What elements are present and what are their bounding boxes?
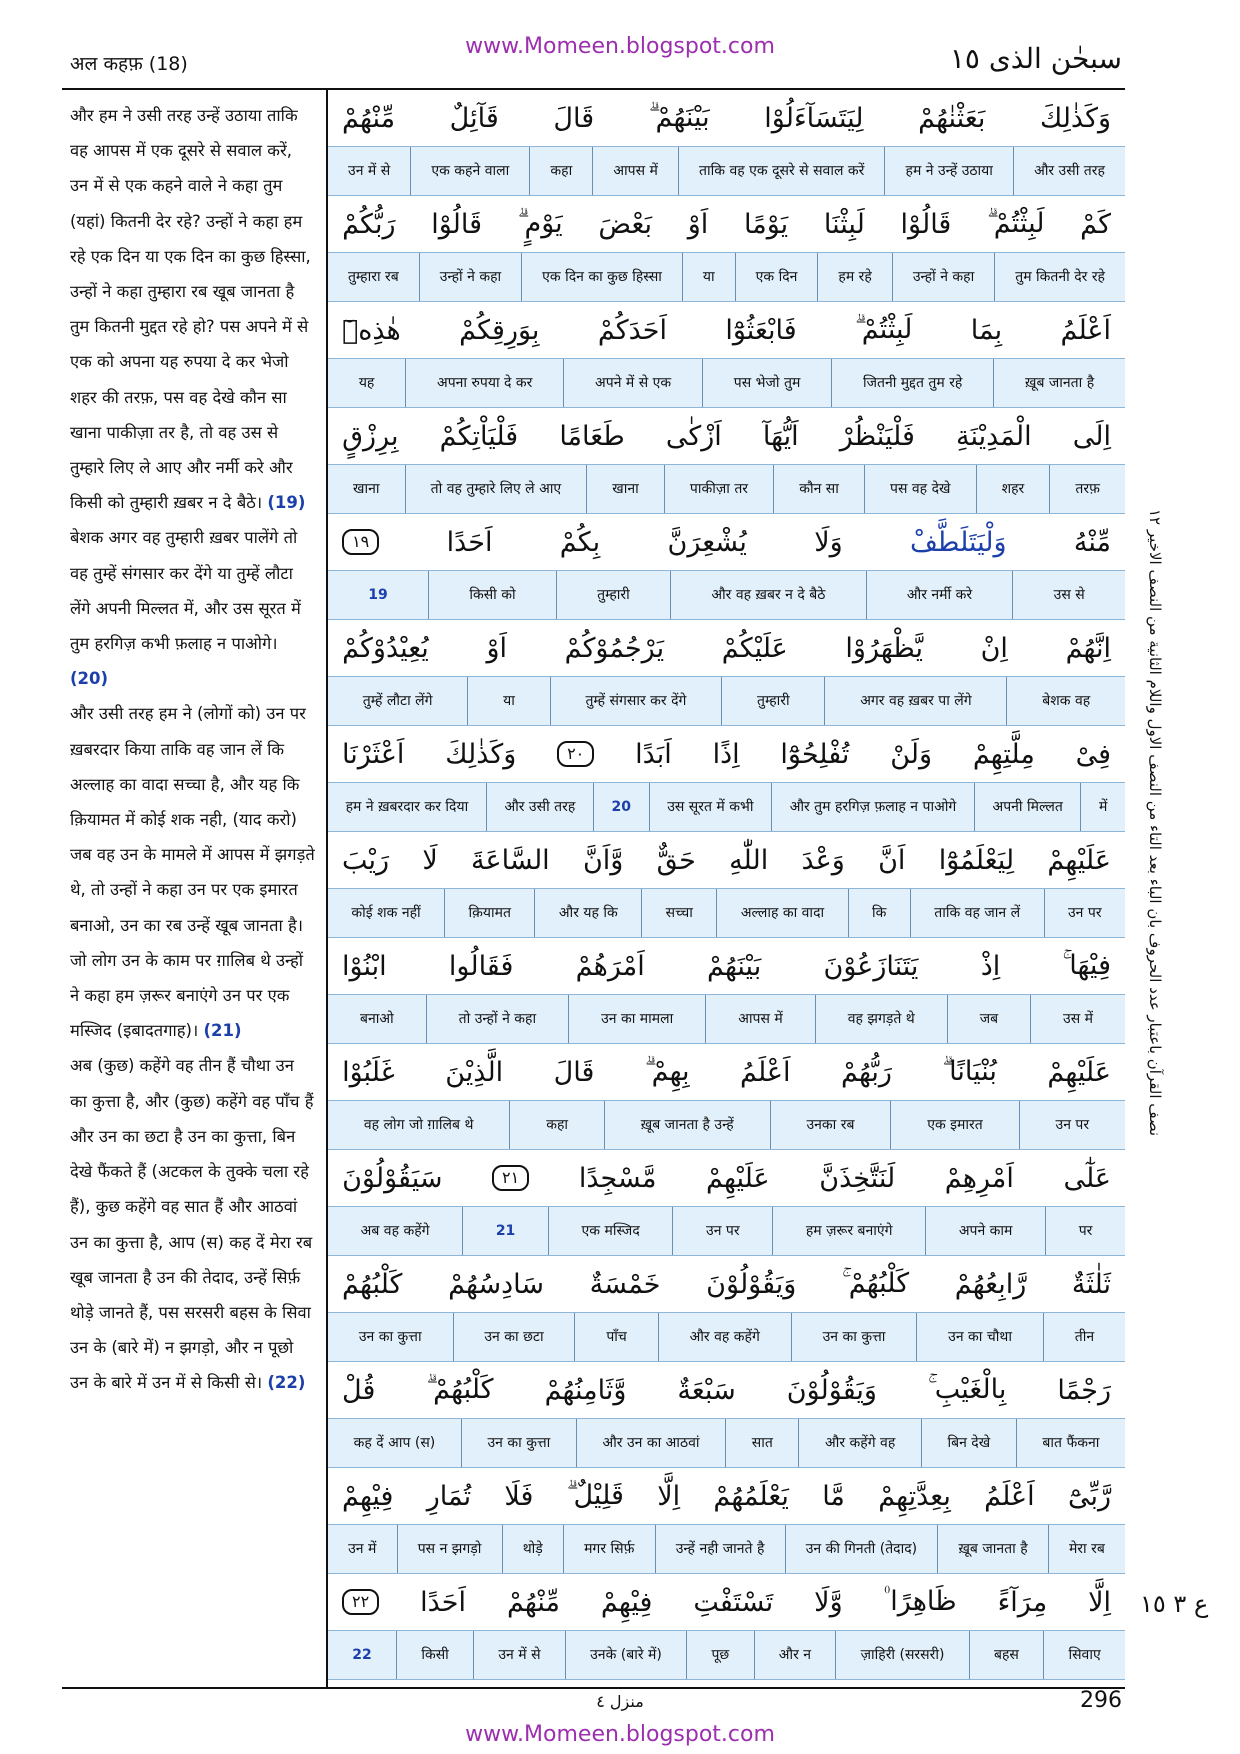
arabic-word: اَمْرِهِمْ <box>944 1162 1014 1194</box>
word-translation-cell: तुम्हारी <box>721 677 824 725</box>
word-translation-cell: उन का छटा <box>453 1313 575 1361</box>
word-translation-cell: सच्चा <box>641 889 716 937</box>
arabic-word: لَبِثْتُمْ ۗ <box>987 208 1045 239</box>
word-translation-cell: तीन <box>1043 1313 1125 1361</box>
arabic-word: بِعِدَّتِهِمْ <box>878 1480 951 1512</box>
arabic-word: وَلَنْ <box>890 738 933 770</box>
arabic-word: خَمْسَةٌ <box>589 1268 661 1300</box>
word-translation-cell: तुम्हें संगसार कर देंगे <box>550 677 722 725</box>
word-translation-cell: थोड़े <box>502 1525 563 1573</box>
word-translation-cell: किसी <box>396 1631 473 1679</box>
arabic-word: بُنْيَانًا ۗ <box>942 1056 997 1087</box>
word-translation-cell: क़ियामत <box>444 889 534 937</box>
arabic-word: رَبُّهُمْ <box>840 1056 892 1088</box>
arabic-word: بِوَرِقِكُمْ <box>459 314 540 346</box>
arabic-word: اللّٰهِ <box>729 844 769 876</box>
word-translation-cell: उस से <box>1012 571 1125 619</box>
word-translation-cell: तुम्हारा रब <box>347 269 399 285</box>
arabic-word: اِلَّا <box>657 1480 681 1512</box>
arabic-word: سَبْعَةٌ <box>677 1374 736 1406</box>
word-translation-cell: पाकीज़ा तर <box>664 465 773 513</box>
word-translation-cell: वह लोग जो ग़ालिब थे <box>363 1117 474 1133</box>
arabic-word: فَلَا <box>504 1480 534 1512</box>
arabic-word: قَالَ <box>553 1056 595 1088</box>
arabic-word: اَعْلَمُ <box>739 1056 791 1088</box>
arabic-word: بَعَثْنٰهُمْ <box>918 102 986 134</box>
arabic-word: فِيْهِمْ <box>600 1586 653 1618</box>
word-translation-cell: ताकि वह जान लें <box>910 889 1044 937</box>
side-note-text: نصف القرآن باعتبار عدد الحروف بان الباء بعد التاء من النصف الاول واللام الثانية من النصف الاخير ١٢ <box>1146 509 1164 1137</box>
arabic-word: اَحَدَكُمْ <box>597 314 667 346</box>
word-translation-cell: अगर वह ख़बर पा लेंगे <box>824 677 1006 725</box>
arabic-line <box>328 302 1125 358</box>
word-translation-cell: अल्लाह का वादा <box>716 889 847 937</box>
translation-line <box>328 1524 1125 1574</box>
ayah-end-marker: ٢٢ <box>342 1589 379 1615</box>
word-translation-cell: उन में से <box>348 163 391 179</box>
arabic-word: كَلْبُهُمْ <box>342 1268 403 1300</box>
arabic-word: اَبَدًا <box>635 738 672 770</box>
word-translation-cell: उस सूरत में कभी <box>649 783 771 831</box>
arabic-word: حَقٌّ <box>656 844 696 876</box>
word-translation-cell: खाना <box>586 465 664 513</box>
word-translation-cell: ख़ूब जानता है <box>937 1525 1047 1573</box>
word-translation-cell: एक इमारत <box>890 1101 1018 1149</box>
arabic-word: السَّاعَةَ <box>471 844 550 876</box>
arabic-word: كَلْبُهُمْ ۗ <box>426 1374 494 1405</box>
arabic-line <box>328 1150 1125 1206</box>
arabic-word: رَّبِّىْٓ <box>1067 1480 1111 1512</box>
word-translation-cell: यह <box>358 375 375 391</box>
word-translation-cell: 21 <box>462 1207 548 1255</box>
arabic-word: وَلَا <box>814 526 843 558</box>
arabic-word: رَبُّكُمْ <box>342 208 396 240</box>
arabic-word: فَلْيَاْتِكُمْ <box>439 420 519 452</box>
word-translation-cell: तुम्हें लौटा लेंगे <box>362 693 433 709</box>
arabic-word: اَحَدًا <box>446 526 493 558</box>
word-translation-cell: उन में से <box>473 1631 565 1679</box>
word-translation-cell: पर <box>1045 1207 1125 1255</box>
word-translation-cell: बहस <box>969 1631 1043 1679</box>
arabic-word: اَوْ <box>687 208 709 240</box>
arabic-word: يَوْمًا <box>744 208 789 240</box>
arabic-word: وَّلَا <box>814 1586 843 1618</box>
verse-number: (20) <box>70 669 109 689</box>
translation-line <box>328 146 1125 196</box>
word-translation-cell: किसी को <box>428 571 556 619</box>
arabic-word: اَيُّهَآ <box>762 420 799 452</box>
translation-line <box>328 1100 1125 1150</box>
verse-number: (21) <box>203 1021 242 1041</box>
word-translation-cell: उन पर <box>1044 889 1125 937</box>
arabic-word: ظَاهِرًا ۠ <box>883 1586 957 1617</box>
arabic-line <box>328 726 1125 782</box>
word-translation-cell: तुम्हारी <box>556 571 670 619</box>
arabic-word: الْمَدِيْنَةِ <box>956 420 1032 452</box>
arabic-word: قَآئِلٌ <box>449 102 499 134</box>
word-translation-cell: उन्हों ने कहा <box>419 253 521 301</box>
arabic-word: وَيَقُوْلُوْنَ <box>786 1374 877 1406</box>
word-translation-cell: मेरा रब <box>1048 1525 1125 1573</box>
arabic-word: فَقَالُوا <box>448 950 514 982</box>
word-translation-cell: और न <box>754 1631 836 1679</box>
arabic-line <box>328 1256 1125 1312</box>
arabic-word: سَيَقُوْلُوْنَ <box>342 1162 443 1194</box>
word-translation-cell: और तुम हरगिज़ फ़लाह न पाओगे <box>771 783 974 831</box>
translation-line <box>328 888 1125 938</box>
arabic-word: قَلِيْلٌ ۗ <box>566 1480 624 1511</box>
translation-paragraph: और उसी तरह हम ने (लोगों को) उन पर ख़बरदार किया ताकि वह जान लें कि अल्लाह का वादा सच्चा है, और यह कि क़ियामत में कोई शक नही, (याद करो) जब वह उन के मामले में आपस में झगड़ते थे, तो उन्हों ने कहा उन पर एक इमारत बनाओ, उन का रब उन्हें खूब जानता है। जो लोग उन के काम पर ग़ालिब थे उन्हों ने कहा हम ज़रूर बनाएंगे उन पर एक मस्जिद (इबादतगाह)। <box>70 704 315 1041</box>
arabic-line <box>328 90 1125 146</box>
word-translation-cell: उन का चौथा <box>916 1313 1043 1361</box>
word-translation-cell: एक कहने वाला <box>410 147 529 195</box>
arabic-word: اِلَّا <box>1088 1586 1111 1618</box>
ayah-end-marker: ٢٠ <box>557 741 594 767</box>
word-translation-cell: उन्हें नही जानते है <box>655 1525 785 1573</box>
arabic-word: فَلْيَنْظُرْ <box>839 420 915 452</box>
arabic-word: اِذْ <box>980 950 1001 982</box>
translation-line <box>328 570 1125 620</box>
word-translation-cell: कि <box>848 889 910 937</box>
arabic-word: عَلَيْكُمْ <box>721 632 788 664</box>
word-translation-cell: उनके (बारे में) <box>565 1631 686 1679</box>
word-translation-cell: और नर्मी करे <box>866 571 1013 619</box>
word-by-word-column <box>328 90 1125 1680</box>
arabic-word: عَلَيْهِمْ <box>1047 844 1111 876</box>
word-translation-cell: पस न झगड़ो <box>397 1525 502 1573</box>
translation-line <box>328 782 1125 832</box>
arabic-word: بَعْضَ <box>598 208 653 240</box>
arabic-line <box>328 1044 1125 1100</box>
word-translation-cell: 20 <box>593 783 649 831</box>
word-translation-cell: हम ने ख़बरदार कर दिया <box>345 799 469 815</box>
translation-line <box>328 464 1125 514</box>
word-translation-cell: में <box>1080 783 1125 831</box>
arabic-word: فَابْعَثُوْٓا <box>725 314 797 346</box>
word-translation-cell: उन का कुत्ता <box>791 1313 917 1361</box>
word-translation-cell: कोई शक नहीं <box>351 905 421 921</box>
word-translation-cell: एक दिन का कुछ हिस्सा <box>521 253 682 301</box>
word-translation-cell: कहा <box>509 1101 604 1149</box>
verse-number: (19) <box>267 493 306 513</box>
word-translation-cell: शहर <box>976 465 1050 513</box>
arabic-word: لَا <box>422 844 438 876</box>
arabic-word: فِيْهَا ۚ <box>1062 950 1111 981</box>
ayah-end-marker: ١٩ <box>342 529 379 555</box>
word-translation-cell: आपस में <box>705 995 815 1043</box>
arabic-word: غَلَبُوْا <box>342 1056 395 1088</box>
word-translation-cell: और वह कहेंगे <box>658 1313 791 1361</box>
arabic-line <box>328 196 1125 252</box>
arabic-word: اَنَّ <box>878 844 906 876</box>
arabic-word: سَادِسُهُمْ <box>448 1268 544 1300</box>
word-translation-cell: उन का कुत्ता <box>358 1329 422 1345</box>
header-url: www.Momeen.blogspot.com <box>465 34 775 59</box>
translation-line <box>328 1418 1125 1468</box>
translation-paragraph: और हम ने उसी तरह उन्हें उठाया ताकि वह आपस में एक दूसरे से सवाल करें, उन में से एक कहने वाले ने कहा तुम (यहां) कितनी देर रहे? उन्हों ने कहा हम रहे एक दिन या एक दिन का कुछ हिस्सा, उन्हों ने कहा तुम्हारा रब खूब जानता है तुम कितनी मुद्दत रहे हो? पस अपने में से एक को अपना यह रुपया दे कर भेजो शहर की तरफ़, पस वह देखे कौन सा खाना पाकीज़ा तर है, तो वह उस से तुम्हारे लिए ले आए और नर्मी करे और किसी को तुम्हारी ख़बर न दे बैठे। <box>70 106 311 513</box>
verse-number: (22) <box>267 1373 306 1393</box>
word-translation-cell: 19 <box>368 587 388 603</box>
arabic-word: اَحَدًا <box>420 1586 466 1618</box>
arabic-word: مِرَآءً <box>997 1586 1048 1618</box>
word-translation-cell: तो वह तुम्हारे लिए ले आए <box>405 465 587 513</box>
word-translation-cell: पाँच <box>574 1313 657 1361</box>
arabic-word: قَالَ <box>553 102 595 134</box>
arabic-word: مَّا <box>822 1480 845 1512</box>
word-translation-cell: और कहेंगे वह <box>798 1419 920 1467</box>
arabic-word: وَلْيَتَلَطَّفْ <box>909 526 1007 558</box>
word-translation-cell: पस वह देखे <box>864 465 976 513</box>
arabic-line <box>328 1574 1125 1630</box>
arabic-word: بِالْغَيْبِ ۚ <box>927 1374 1007 1405</box>
arabic-word: وَكَذٰلِكَ <box>445 738 517 770</box>
arabic-word: قَالُوْا <box>431 208 483 240</box>
word-translation-cell: और उन का आठवां <box>576 1419 725 1467</box>
arabic-word: لِيَعْلَمُوْٓا <box>938 844 1015 876</box>
ruku-mark: ع ٣ ١٥ <box>1140 1590 1209 1618</box>
arabic-word: قَالُوْا <box>900 208 952 240</box>
arabic-word: بِهِمْ ۗ <box>644 1056 690 1087</box>
arabic-word: مَّسْجِدًا <box>578 1162 657 1194</box>
arabic-word: لَنَتَّخِذَنَّ <box>819 1162 896 1194</box>
translation-line <box>328 1630 1125 1680</box>
arabic-word: اِذًا <box>712 738 740 770</box>
arabic-word: عَلَيْهِمْ <box>706 1162 770 1194</box>
word-translation-cell: अपने में से एक <box>563 359 702 407</box>
arabic-word: تَسْتَفْتِ <box>693 1586 774 1618</box>
footer-url: www.Momeen.blogspot.com <box>465 1722 775 1747</box>
word-translation-cell: बनाओ <box>359 1011 394 1027</box>
translation-line <box>328 1312 1125 1362</box>
arabic-word: كَمْ <box>1080 208 1111 240</box>
arabic-word: تُمَارِ <box>426 1480 472 1512</box>
word-translation-cell: एक दिन <box>735 253 818 301</box>
arabic-word: يُعِيْدُوْكُمْ <box>342 632 429 664</box>
juz-title: سبحٰن الذی ١٥ <box>949 42 1122 75</box>
word-translation-cell: हम ने उन्हें उठाया <box>884 147 1013 195</box>
arabic-word: اَعْلَمُ <box>984 1480 1035 1512</box>
translation-line <box>328 252 1125 302</box>
arabic-word: عَلٰٓى <box>1063 1162 1111 1194</box>
word-translation-cell: कहा <box>529 147 592 195</box>
translation-line <box>328 676 1125 726</box>
word-translation-cell: उन का कुत्ता <box>461 1419 576 1467</box>
word-translation-cell: या <box>467 677 549 725</box>
ayah-end-marker: ٢١ <box>492 1165 529 1191</box>
arabic-line <box>328 1468 1125 1524</box>
word-translation-cell: उस में <box>1030 995 1125 1043</box>
word-translation-cell: जितनी मुद्दत तुम रहे <box>831 359 993 407</box>
word-translation-cell: अपने काम <box>925 1207 1045 1255</box>
word-translation-cell: तुम कितनी देर रहे <box>994 253 1125 301</box>
translation-paragraph: बेशक अगर वह तुम्हारी ख़बर पालेंगे तो वह तुम्हें संगसार कर देंगे या तुम्हें लौटा लेंगे अपनी मिल्लत में, और उस सूरत में तुम हरगिज़ कभी फ़लाह न पाओगे। <box>70 528 301 654</box>
arabic-word: مِلَّتِهِمْ <box>972 738 1035 770</box>
arabic-word: اِنْ <box>980 632 1008 664</box>
translation-line <box>328 358 1125 408</box>
side-note <box>1135 500 1175 1137</box>
arabic-word: وَّثَامِنُهُمْ <box>544 1374 627 1406</box>
arabic-word: بِرِزْقٍ <box>342 420 399 452</box>
arabic-word: ثَلٰثَةٌ <box>1071 1268 1111 1300</box>
arabic-word: بِكُمْ <box>559 526 601 558</box>
word-translation-cell: मगर सिर्फ़ <box>563 1525 655 1573</box>
arabic-word: بَيْنَهُمْ ۗ <box>648 102 710 133</box>
word-translation-cell: और यह कि <box>534 889 641 937</box>
arabic-word: هٰذِهٖٓ <box>342 314 401 346</box>
arabic-word: قُلْ <box>342 1374 376 1406</box>
arabic-word: اَعْلَمُ <box>1060 314 1111 346</box>
word-translation-cell: और उसी तरह <box>486 783 593 831</box>
arabic-word: اِنَّهُمْ <box>1065 632 1111 664</box>
left-translation-column <box>70 98 315 1401</box>
arabic-word: اِلَى <box>1072 420 1111 452</box>
word-translation-cell: बात फैंकना <box>1016 1419 1125 1467</box>
arabic-word: يُشْعِرَنَّ <box>667 526 747 558</box>
arabic-word: ابْنُوْا <box>342 950 387 982</box>
word-translation-cell: सात <box>725 1419 798 1467</box>
arabic-word: تُفْلِحُوْٓا <box>780 738 850 770</box>
arabic-word: بِمَا <box>970 314 1003 346</box>
word-translation-cell: या <box>682 253 735 301</box>
word-translation-cell: जब <box>947 995 1030 1043</box>
word-translation-cell: हम ज़रूर बनाएंगे <box>772 1207 925 1255</box>
arabic-word: وَّاَنَّ <box>582 844 624 876</box>
arabic-word: اَوْ <box>486 632 507 664</box>
arabic-word: يَّظْهَرُوْا <box>845 632 923 664</box>
word-translation-cell: कौन सा <box>773 465 864 513</box>
arabic-word: اَعْثَرْنَا <box>342 738 405 770</box>
word-translation-cell: अब वह कहेंगे <box>360 1223 430 1239</box>
arabic-word: فِىْ <box>1075 738 1111 770</box>
arabic-line <box>328 832 1125 888</box>
word-translation-cell: सिवाए <box>1043 1631 1125 1679</box>
word-translation-cell: उन का मामला <box>568 995 705 1043</box>
arabic-word: مِّنْهُ <box>1073 526 1111 558</box>
word-translation-cell: और वह ख़बर न दे बैठे <box>670 571 866 619</box>
word-translation-cell: अपना रुपया दे कर <box>405 359 563 407</box>
arabic-line <box>328 620 1125 676</box>
arabic-word: يَرْجُمُوْكُمْ <box>564 632 665 664</box>
arabic-line <box>328 408 1125 464</box>
word-translation-cell: वह झगड़ते थे <box>815 995 947 1043</box>
word-translation-cell: उन की गिनती (तेदाद) <box>785 1525 938 1573</box>
arabic-word: مِّنْهُمْ <box>342 102 396 134</box>
word-translation-cell: उन में <box>348 1541 377 1557</box>
word-translation-cell: आपस में <box>592 147 678 195</box>
arabic-line <box>328 938 1125 994</box>
word-translation-cell: कह दें आप (स) <box>353 1435 436 1451</box>
word-translation-cell: ज़ाहिरी (सरसरी) <box>835 1631 968 1679</box>
translation-line <box>328 1206 1125 1256</box>
translation-paragraph: अब (कुछ) कहेंगे वह तीन हैं चौथा उन का कुत्ता है, और (कुछ) कहेंगे वह पाँच हैं और उन का छटा है उन का कुत्ता, बिन देखे फैंकते हैं (अटकल के तुक्के चला रहे हैं), कुछ कहेंगे वह सात हैं और आठवां उन का कुत्ता है, आप (स) कह दें मेरा रब खूब जानता है उन की तेदाद, उन्हें सिर्फ़ थोड़े जानते हैं, पस सरसरी बहस के सिवा उन के (बारे में) न झगड़ो, और न पूछो उन के बारे में उन में से किसी से। <box>70 1056 314 1393</box>
word-translation-cell: ताकि वह एक दूसरे से सवाल करें <box>678 147 884 195</box>
word-translation-cell: खाना <box>353 481 380 497</box>
arabic-word: كَلْبُهُمْ ۚ <box>842 1268 910 1299</box>
word-translation-cell: एक मस्जिद <box>548 1207 672 1255</box>
word-translation-cell: उन पर <box>1019 1101 1125 1149</box>
word-translation-cell: 22 <box>352 1647 372 1663</box>
arabic-word: وَعْدَ <box>801 844 845 876</box>
arabic-word: مِّنْهُمْ <box>506 1586 560 1618</box>
word-translation-cell: तरफ़ <box>1049 465 1125 513</box>
surah-title: अल कहफ़ (18) <box>70 53 188 75</box>
arabic-word: طَعَامًا <box>559 420 625 452</box>
word-translation-cell: ख़ूब जानता है <box>993 359 1125 407</box>
word-translation-cell: बेशक वह <box>1006 677 1125 725</box>
arabic-word: وَيَقُوْلُوْنَ <box>706 1268 797 1300</box>
word-translation-cell: उनका रब <box>770 1101 891 1149</box>
arabic-word: رَجْمًا <box>1057 1374 1111 1406</box>
word-translation-cell: ख़ूब जानता है उन्हें <box>604 1101 770 1149</box>
word-translation-cell: उन्हों ने कहा <box>892 253 994 301</box>
arabic-word: الَّذِيْنَ <box>445 1056 504 1088</box>
word-translation-cell: पूछ <box>686 1631 753 1679</box>
translation-line <box>328 994 1125 1044</box>
arabic-word: رَّابِعُهُمْ <box>954 1268 1027 1300</box>
arabic-word: اَزْكٰى <box>665 420 722 452</box>
arabic-word: لَبِثْنَا <box>823 208 865 240</box>
arabic-word: فِيْهِمْ <box>342 1480 394 1512</box>
arabic-word: لِيَتَسَآءَلُوْا <box>764 102 864 134</box>
manzil-label: منزل ٤ <box>596 1692 644 1711</box>
arabic-word: وَكَذٰلِكَ <box>1039 102 1111 134</box>
word-translation-cell: बिन देखे <box>921 1419 1016 1467</box>
word-translation-cell: पस भेजो तुम <box>702 359 831 407</box>
arabic-word: يَعْلَمُهُمْ <box>713 1480 789 1512</box>
arabic-word: لَبِثْتُمْ ۗ <box>855 314 913 345</box>
word-translation-cell: हम रहे <box>817 253 891 301</box>
arabic-line <box>328 1362 1125 1418</box>
arabic-word: عَلَيْهِمْ <box>1047 1056 1111 1088</box>
arabic-word: يَتَنَازَعُوْنَ <box>823 950 919 982</box>
page-number: 296 <box>1080 1688 1122 1713</box>
word-translation-cell: तो उन्हों ने कहा <box>426 995 568 1043</box>
arabic-word: رَيْبَ <box>342 844 390 876</box>
arabic-word: اَمْرَهُمْ <box>575 950 645 982</box>
word-translation-cell: उन पर <box>672 1207 772 1255</box>
arabic-word: بَيْنَهُمْ <box>706 950 762 982</box>
arabic-line <box>328 514 1125 570</box>
word-translation-cell: अपनी मिल्लत <box>974 783 1081 831</box>
word-translation-cell: और उसी तरह <box>1013 147 1125 195</box>
arabic-word: يَوْمٍ ۗ <box>517 208 563 239</box>
